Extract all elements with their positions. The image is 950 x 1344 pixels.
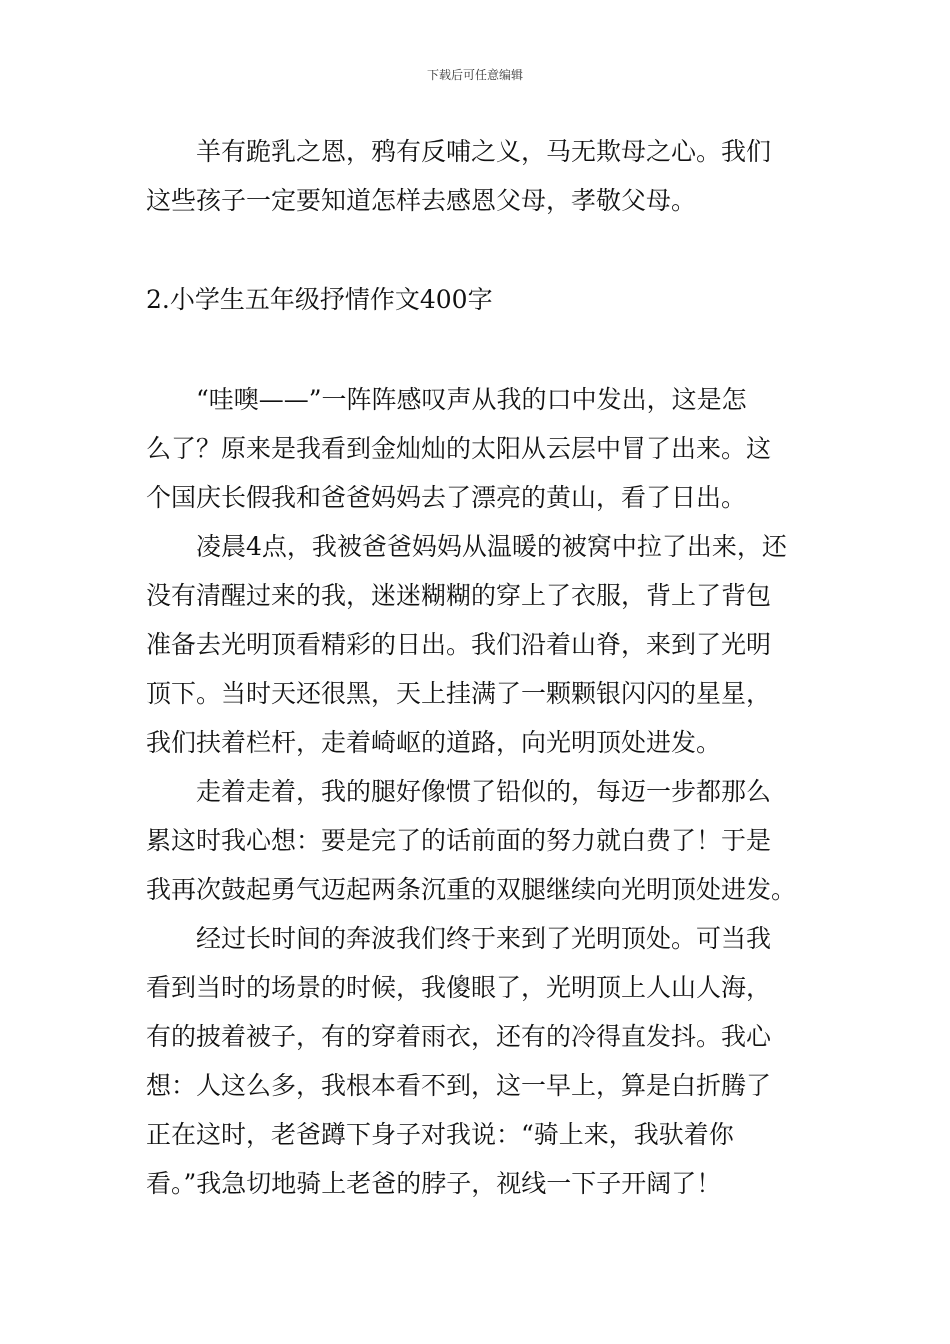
intro-section [146, 127, 814, 225]
essay-paragraph-1: “哇噢——”一阵阵感叹声从我的口中发出，这是怎 么了？原来是我看到金灿灿的太阳从云层中冒了出来。这 个国庆长假我和爸爸妈妈去了漂亮的黄山，看了日出。 [146, 385, 772, 512]
intro-paragraph: 羊有跪乳之恩，鸦有反哺之义，马无欺母之心。我们 这些孩子一定要知道怎样去感恩父母，孝敬父母。 [146, 137, 772, 215]
essay-paragraph-4: 经过长时间的奔波我们终于来到了光明顶处。可当我 看到当时的场景的时候，我傻眼了，光明顶上人山人海， 有的披着被子，有的穿着雨衣，还有的冷得直发抖。我心 想：人这么多，我根本看不到，这一早上，算是白折腾了 正在这时，老爸蹲下身子对我说：“骑上来，我驮着你 看。”我急切地骑上老爸的脖子，视线一下子开阔了！ [146, 924, 772, 1198]
essay-body [146, 375, 814, 1208]
section-heading: 2.小学生五年级抒情作文400字 [146, 285, 493, 314]
essay-paragraph-2: 凌晨4点，我被爸爸妈妈从温暖的被窝中拉了出来，还 没有清醒过来的我，迷迷糊糊的穿上了衣服，背上了背包 准备去光明顶看精彩的日出。我们沿着山脊，来到了光明 顶下。当时天还很黑，天上挂满了一颗颗银闪闪的星星， 我们扶着栏杆，走着崎岖的道路，向光明顶处进发。 [146, 532, 787, 757]
section-heading-block [146, 275, 814, 324]
page-header-note: 下载后可任意编辑 [426, 68, 523, 82]
essay-paragraph-3: 走着走着，我的腿好像惯了铅似的，每迈一步都那么 累这时我心想：要是完了的话前面的努力就白费了！于是 我再次鼓起勇气迈起两条沉重的双腿继续向光明顶处进发。 [146, 777, 797, 904]
